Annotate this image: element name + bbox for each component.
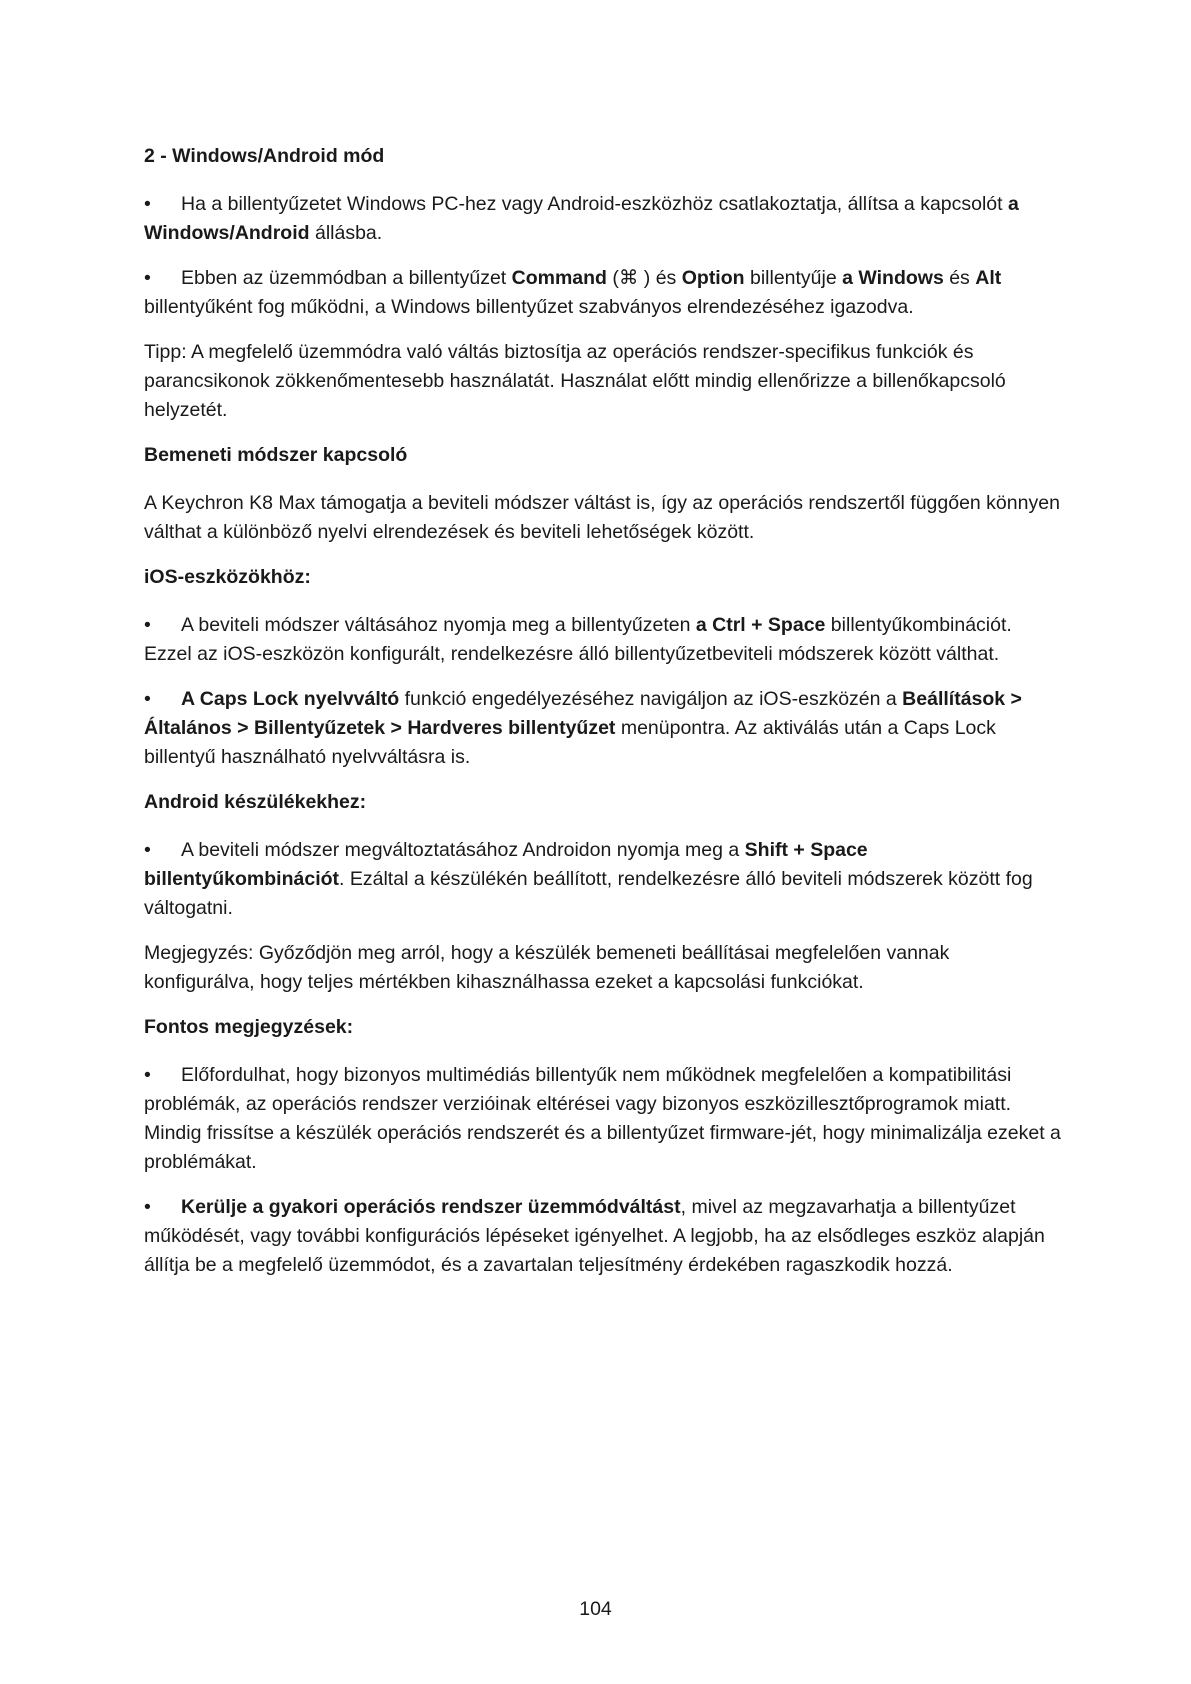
important-title: Fontos megjegyzések: <box>144 1016 354 1038</box>
bullet-command-option: •Ebben az üzemmódban a billentyűzet Command (⌘ ) és Option billentyűje a Windows és Alt billentyűként fog működni, a Windows billentyűzet szabványos elrendezéséhez igazodva. <box>144 264 1064 322</box>
bullet-windows-mode: •Ha a billentyűzetet Windows PC-hez vagy Android-eszközhöz csatlakoztatja, állítsa a kapcsolót a Windows/Android állásba. <box>144 190 1064 248</box>
tip-paragraph: Tipp: A megfelelő üzemmódra való váltás biztosítja az operációs rendszer-specifikus funkciók és parancsikonok zökkenőmentesebb használatát. Használat előtt mindig ellenőrizze a billenőkapcsoló helyzetét. <box>144 341 1006 421</box>
ios-title: iOS-eszközökhöz: <box>144 566 311 588</box>
page-number: 104 <box>579 1598 612 1620</box>
input-method-text: A Keychron K8 Max támogatja a beviteli módszer váltást is, így az operációs rendszertől függően könnyen válthat a különböző nyelvi elrendezések és beviteli lehetőségek között. <box>144 492 1060 543</box>
bullet-multimedia-keys: •Előfordulhat, hogy bizonyos multimédiás billentyűk nem működnek megfelelően a kompatibilitási problémák, az operációs rendszer verzióinak eltérései vagy bizonyos eszközillesztőprogramok miatt. Mindig frissítse a készülék operációs rendszerét és a billentyűzet firmware-jét, hogy minimalizálja ezeket a problémákat. <box>144 1061 1064 1177</box>
bullet-ios-ctrl-space: •A beviteli módszer váltásához nyomja meg a billentyűzeten a Ctrl + Space billentyűkombinációt. Ezzel az iOS-eszközön konfigurált, rendelkezésre álló billentyűzetbeviteli módszerek között válthat. <box>144 611 1064 669</box>
section-title: 2 - Windows/Android mód <box>144 145 385 167</box>
input-method-title: Bemeneti módszer kapcsoló <box>144 444 408 466</box>
android-title: Android készülékekhez: <box>144 791 367 813</box>
document-page <box>144 142 1064 1296</box>
bullet-android-shift-space: •A beviteli módszer megváltoztatásához Androidon nyomja meg a Shift + Space billentyűkombinációt. Ezáltal a készülékén beállított, rendelkezésre álló beviteli módszerek között fog váltogatni. <box>144 836 1064 923</box>
bullet-ios-caps-lock: •A Caps Lock nyelvváltó funkció engedélyezéséhez navigáljon az iOS-eszközén a Beállítások > Általános > Billentyűzetek > Hardveres billentyűzet menüpontra. Az aktiválás után a Caps Lock billentyű használható nyelvváltásra is. <box>144 685 1064 772</box>
bullet-avoid-switching: •Kerülje a gyakori operációs rendszer üzemmódváltást, mivel az megzavarhatja a billentyűzet működését, vagy további konfigurációs lépéseket igényelhet. A legjobb, ha az elsődleges eszköz alapján állítja be a megfelelő üzemmódot, és a zavartalan teljesítmény érdekében ragaszkodik hozzá. <box>144 1193 1064 1280</box>
note-paragraph: Megjegyzés: Győződjön meg arról, hogy a készülék bemeneti beállításai megfelelően vannak konfigurálva, hogy teljes mértékben kihasználhassa ezeket a kapcsolási funkciókat. <box>144 942 950 993</box>
